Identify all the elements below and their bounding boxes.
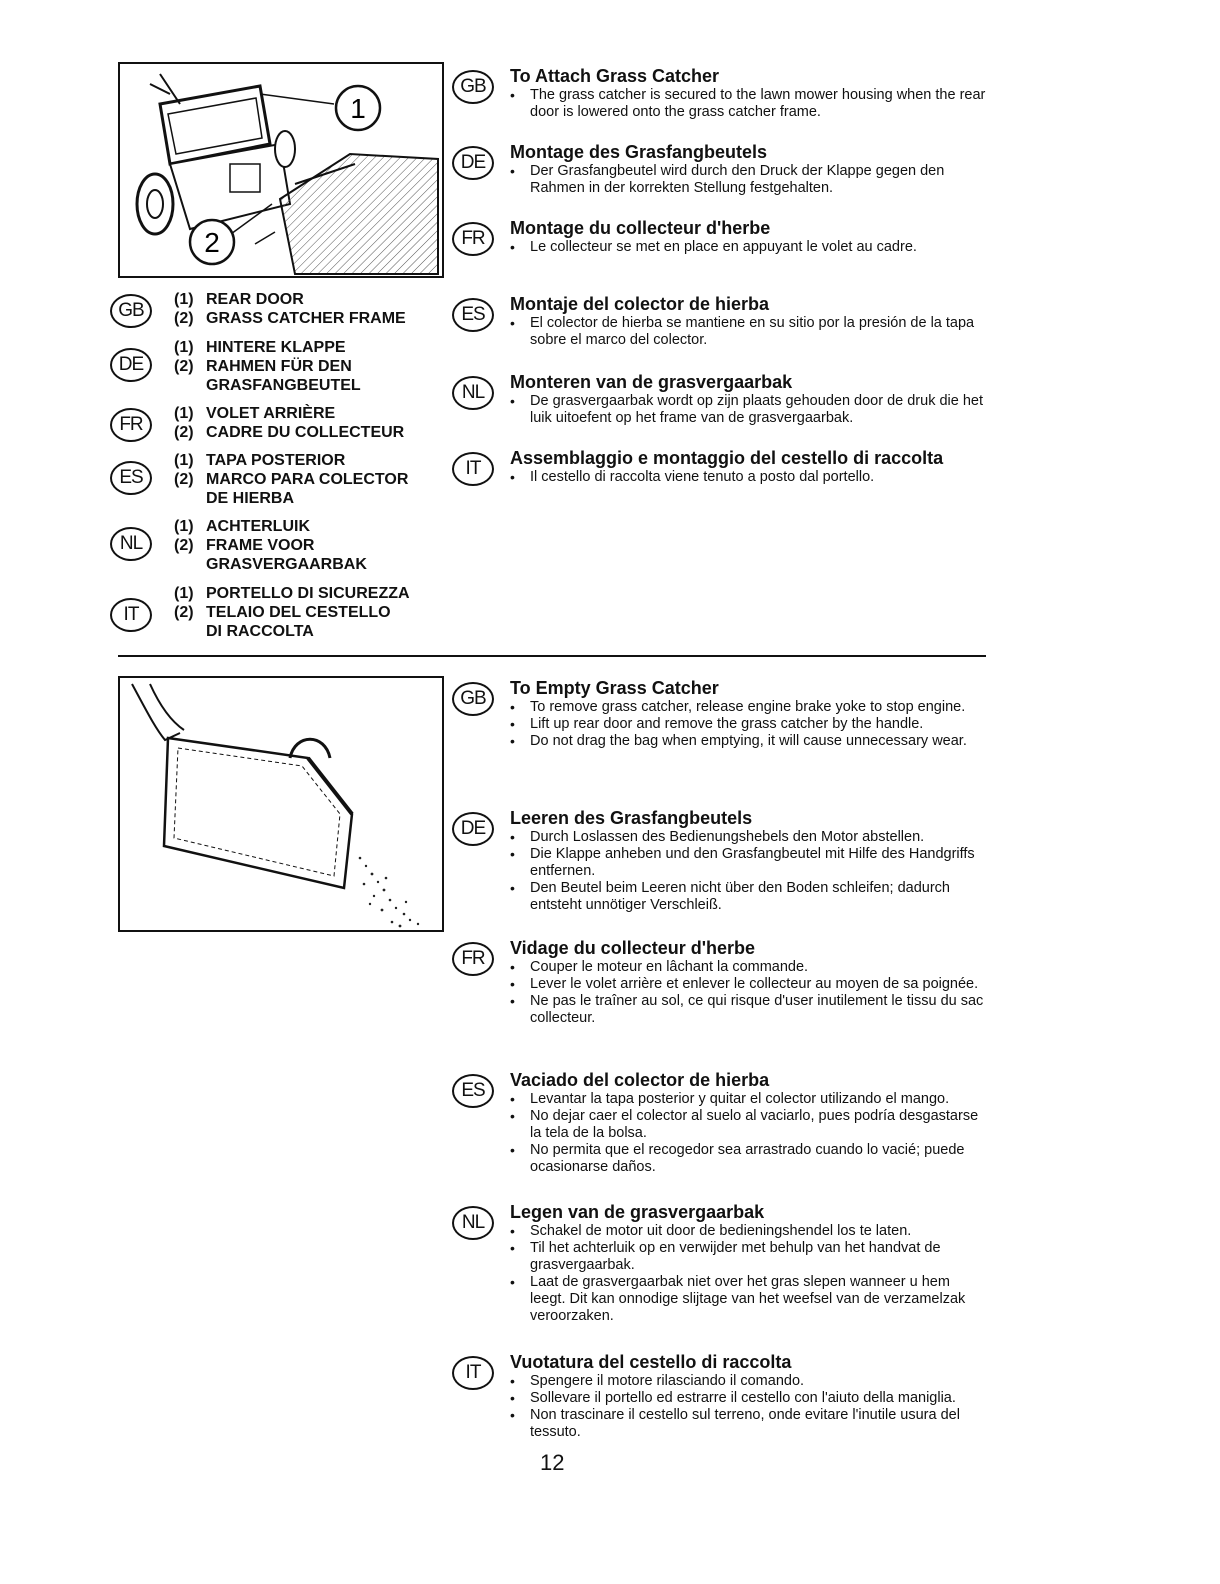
page-number: 12	[540, 1450, 565, 1475]
section-title: To Empty Grass Catcher	[510, 678, 719, 698]
legend-line: (1) TAPA POSTERIOR	[174, 452, 346, 469]
legend-line: DI RACCOLTA	[206, 623, 314, 640]
bullet-item: • Sollevare il portello ed estrarre il cestello con l'aiuto della maniglia.	[510, 1390, 988, 1407]
lang-badge-de: DE	[452, 146, 494, 180]
lang-badge-gb: GB	[452, 70, 494, 104]
bullet-item: • To remove grass catcher, release engine brake yoke to stop engine.	[510, 699, 988, 716]
lang-badge-de: DE	[452, 812, 494, 846]
legend-line: (1) VOLET ARRIÈRE	[174, 405, 336, 422]
legend-line: (1) PORTELLO DI SICUREZZA	[174, 585, 410, 602]
legend-line: (2) TELAIO DEL CESTELLO	[174, 604, 391, 621]
lang-badge-it: IT	[452, 1356, 494, 1390]
section-title: Vuotatura del cestello di raccolta	[510, 1352, 792, 1372]
bullet-item: • Il cestello di raccolta viene tenuto a posto dal portello.	[510, 469, 988, 486]
bullet-item: • Levantar la tapa posterior y quitar el colector utilizando el mango.	[510, 1091, 988, 1108]
bullet-item: • Le collecteur se met en place en appuyant le volet au cadre.	[510, 239, 988, 256]
lang-badge-nl: NL	[452, 376, 494, 410]
legend-line: (1) REAR DOOR	[174, 291, 304, 308]
bullet-item: • De grasvergaarbak wordt op zijn plaats gehouden door de druk die het luik uitoefent op het frame van de grasvergaarbak.	[510, 393, 988, 427]
bullet-item: • Der Grasfangbeutel wird durch den Druck der Klappe gegen den Rahmen in der korrekten Stellung festgehalten.	[510, 163, 988, 197]
lang-badge-gb: GB	[452, 682, 494, 716]
bullet-item: • Ne pas le traîner au sol, ce qui risque d'user inutilement le tissu du sac collecteur.	[510, 993, 988, 1027]
lang-badge-de: DE	[110, 348, 152, 382]
section-title: Leeren des Grasfangbeutels	[510, 808, 753, 828]
lang-badge-es: ES	[452, 1074, 494, 1108]
bullet-item: • Couper le moteur en lâchant la commande.	[510, 959, 988, 976]
emptying-bag-illustration	[120, 678, 442, 930]
bullet-item: • Til het achterluik op en verwijder met behulp van het handvat de grasvergaarbak.	[510, 1240, 988, 1274]
callout-1-label: 1	[350, 93, 366, 124]
bullet-item: • Laat de grasvergaarbak niet over het gras slepen wanneer u hem leegt. Dit kan onnodige slijtage van het weefsel van de verzamelzak veroorzaken.	[510, 1274, 988, 1325]
lang-badge-gb: GB	[110, 294, 152, 328]
section-title: Vaciado del colector de hierba	[510, 1070, 770, 1090]
bullet-item: • Do not drag the bag when emptying, it will cause unnecessary wear.	[510, 733, 988, 750]
legend-line: (2) MARCO PARA COLECTOR	[174, 471, 409, 488]
lang-badge-es: ES	[110, 461, 152, 495]
section-title: Monteren van de grasvergaarbak	[510, 372, 793, 392]
bullet-item: • Die Klappe anheben und den Grasfangbeutel mit Hilfe des Handgriffs entfernen.	[510, 846, 988, 880]
lang-badge-nl: NL	[110, 527, 152, 561]
lang-badge-it: IT	[452, 452, 494, 486]
legend-line: (2) GRASS CATCHER FRAME	[174, 310, 406, 327]
section-divider	[118, 655, 986, 657]
figure-empty-grass-catcher	[118, 676, 444, 932]
bullet-item: • Lever le volet arrière et enlever le collecteur au moyen de sa poignée.	[510, 976, 988, 993]
section-title: Vidage du collecteur d'herbe	[510, 938, 756, 958]
legend-line: (2) FRAME VOOR	[174, 537, 315, 554]
section-title: Assemblaggio e montaggio del cestello di raccolta	[510, 448, 944, 468]
section-title: Montage du collecteur d'herbe	[510, 218, 771, 238]
legend-line: GRASVERGAARBAK	[206, 556, 367, 573]
lang-badge-it: IT	[110, 598, 152, 632]
legend-line: (1) ACHTERLUIK	[174, 518, 310, 535]
figure-attach-grass-catcher	[118, 62, 444, 278]
bullet-item: • Schakel de motor uit door de bedieningshendel los te laten.	[510, 1223, 988, 1240]
bullet-item: • Non trascinare il cestello sul terreno, onde evitare l'inutile usura del tessuto.	[510, 1407, 988, 1441]
bullet-item: • Den Beutel beim Leeren nicht über den Boden schleifen; dadurch entsteht unnötiger Verschleiß.	[510, 880, 988, 914]
section-title: Legen van de grasvergaarbak	[510, 1202, 765, 1222]
lang-badge-fr: FR	[452, 222, 494, 256]
bullet-item: • No dejar caer el colector al suelo al vaciarlo, pues podría desgastarse la tela de la bolsa.	[510, 1108, 988, 1142]
bullet-item: • Lift up rear door and remove the grass catcher by the handle.	[510, 716, 988, 733]
lang-badge-es: ES	[452, 298, 494, 332]
section-title: Montage des Grasfangbeutels	[510, 142, 768, 162]
legend-line: DE HIERBA	[206, 490, 295, 507]
bullet-item: • No permita que el recogedor sea arrastrado cuando lo vacié; puede ocasionarse daños.	[510, 1142, 988, 1176]
lang-badge-nl: NL	[452, 1206, 494, 1240]
bullet-item: • The grass catcher is secured to the lawn mower housing when the rear door is lowered onto the grass catcher frame.	[510, 87, 988, 121]
callout-2-label: 2	[204, 227, 220, 258]
legend-line: (2) CADRE DU COLLECTEUR	[174, 424, 405, 441]
bullet-item: • Spengere il motore rilasciando il comando.	[510, 1373, 988, 1390]
legend-line: (2) RAHMEN FÜR DEN	[174, 358, 352, 375]
lang-badge-fr: FR	[110, 408, 152, 442]
mower-rear-door-illustration	[120, 64, 442, 276]
section-title: Montaje del colector de hierba	[510, 294, 770, 314]
bullet-item: • Durch Loslassen des Bedienungshebels den Motor abstellen.	[510, 829, 988, 846]
bullet-item: • El colector de hierba se mantiene en su sitio por la presión de la tapa sobre el marco del colector.	[510, 315, 988, 349]
legend-line: (1) HINTERE KLAPPE	[174, 339, 346, 356]
section-title: To Attach Grass Catcher	[510, 66, 720, 86]
legend-line: GRASFANGBEUTEL	[206, 377, 361, 394]
lang-badge-fr: FR	[452, 942, 494, 976]
